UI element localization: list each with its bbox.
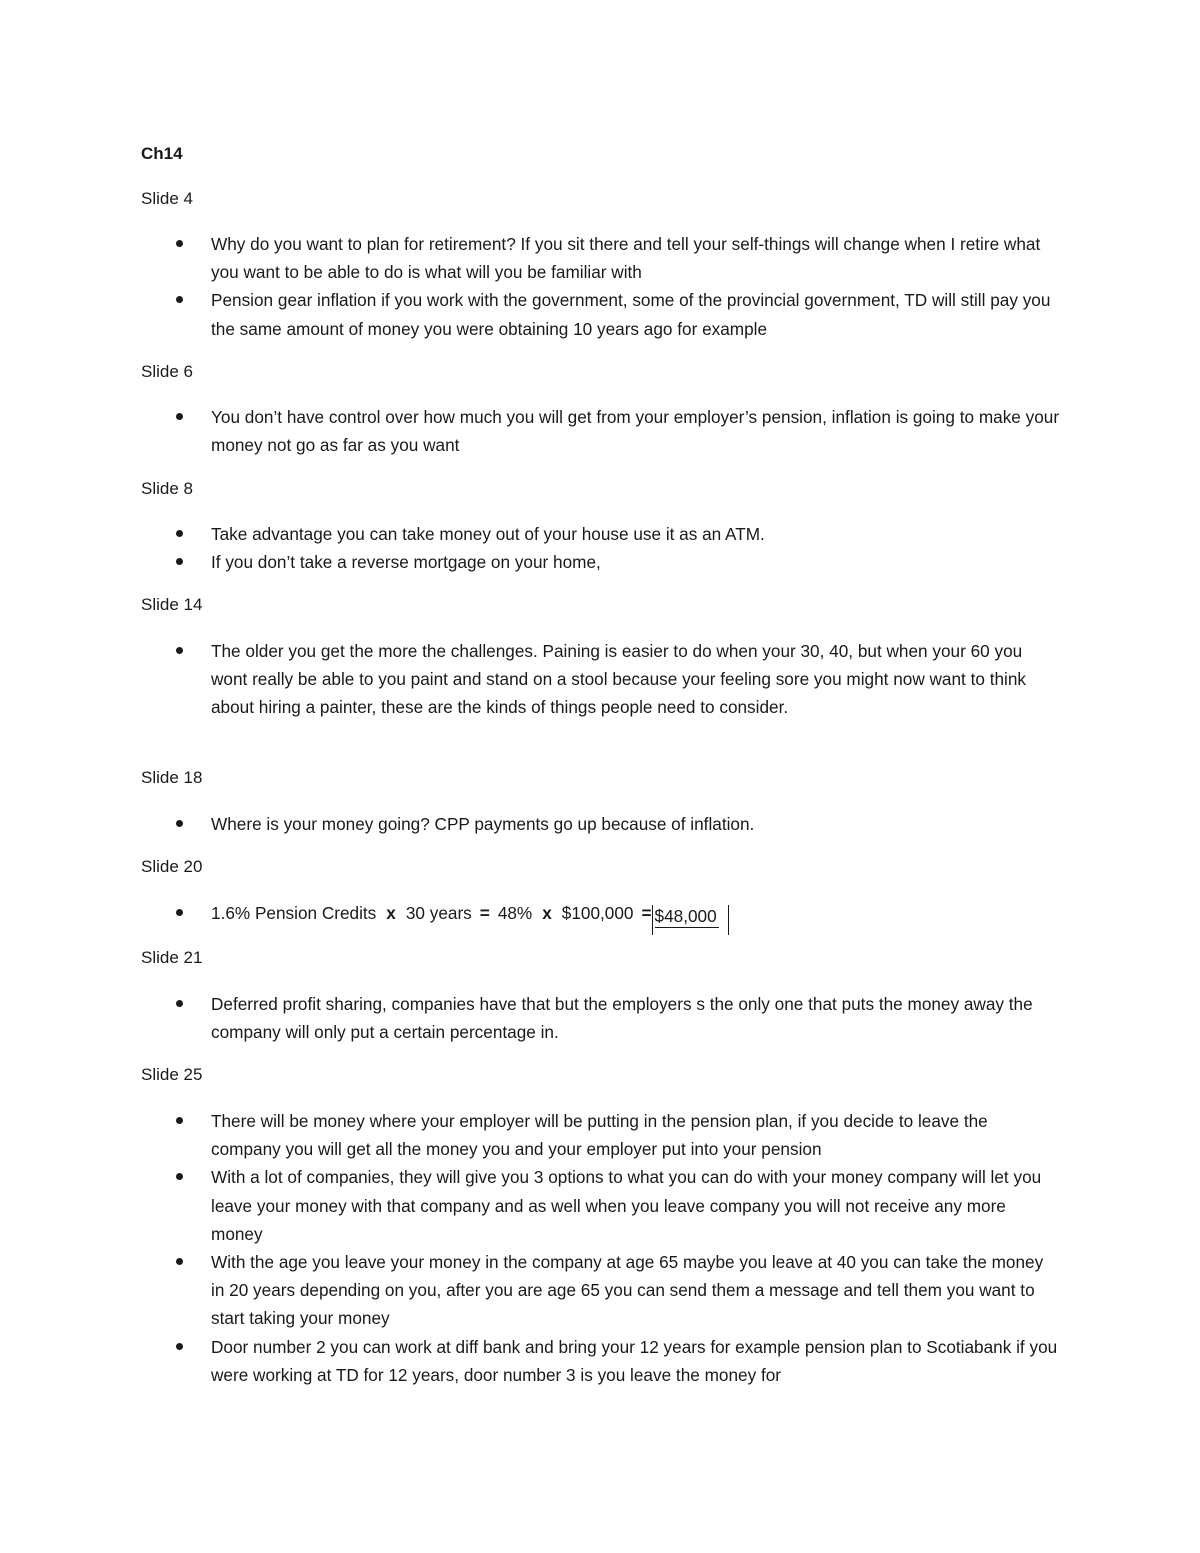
- formula-multiply-operator: x: [386, 903, 396, 923]
- bullet-item: [0, 548, 1061, 576]
- bullet-text: Where is your money going? CPP payments go up because of inflation.: [211, 814, 755, 834]
- bullet-text: With the age you leave your money in the company at age 65 maybe you leave at 40 you can take the money in 20 years depending on you, after you are age 65 you can send them a message and tell them you want to start taking your money: [211, 1252, 1044, 1329]
- bullet-list: [0, 520, 1200, 576]
- bullet-dot-icon: [176, 1173, 183, 1180]
- bullet-dot-icon: [176, 1117, 183, 1124]
- bullet-list: [0, 810, 1200, 838]
- formula-percentage: 48%: [497, 903, 533, 923]
- bullet-text: Door number 2 you can work at diff bank and bring your 12 years for example pension plan to Scotiabank if you were working at TD for 12 years, door number 3 is you leave the money for: [211, 1336, 1058, 1385]
- bullet-text: You don’t have control over how much you will get from your employer’s pension, inflation is going to make your money not go as far as you want: [211, 407, 1060, 456]
- formula-equals-operator: =: [479, 903, 490, 923]
- bullet-text: With a lot of companies, they will give you 3 options to what you can do with your money company will let you leave your money with that company and as well when you leave company you will not receive any more money: [211, 1167, 1042, 1244]
- bullet-dot-icon: [176, 530, 183, 537]
- section-heading: Slide 6: [141, 362, 193, 381]
- formula-result: $48,000: [654, 906, 717, 926]
- bullet-item: [0, 1107, 1061, 1163]
- bullet-list: [0, 403, 1200, 459]
- bullet-dot-icon: [176, 1000, 183, 1007]
- bullet-list: [0, 990, 1200, 1046]
- document-title: Ch14: [141, 144, 183, 163]
- bullet-text: There will be money where your employer will be putting in the pension plan, if you decide to leave the company you will get all the money you and your employer put into your pension: [211, 1111, 988, 1160]
- bullet-item: [0, 810, 1061, 838]
- section-heading: Slide 4: [141, 189, 193, 208]
- formula-pension-credits: 1.6% Pension Credits: [211, 903, 377, 923]
- bullet-text: Why do you want to plan for retirement? If you sit there and tell your self-things will change when I retire what you want to be able to do is what will you be familiar with: [211, 234, 1041, 283]
- bullet-dot-icon: [176, 240, 183, 247]
- bullet-text: Take advantage you can take money out of your house use it as an ATM.: [211, 524, 765, 544]
- bullet-text: The older you get the more the challenges. Paining is easier to do when your 30, 40, but when your 60 you wont really be able to you paint and stand on a stool because your feeling sore you might now want to think about hiring a painter, these are the kinds of things people need to consider.: [211, 641, 1027, 718]
- bullet-list: [0, 1107, 1200, 1389]
- bullet-list: [0, 899, 1200, 932]
- bullet-dot-icon: [176, 909, 183, 916]
- bullet-item: [0, 520, 1061, 548]
- bullet-item: [0, 899, 1061, 932]
- bullet-item: [0, 1248, 1061, 1333]
- bullet-text: Deferred profit sharing, companies have that but the employers s the only one that puts the money away the company will only put a certain percentage in.: [211, 994, 1033, 1043]
- bullet-dot-icon: [176, 1258, 183, 1265]
- bullet-text: If you don’t take a reverse mortgage on your home,: [211, 552, 601, 573]
- formula-salary: $100,000: [561, 903, 634, 923]
- bullet-list: [0, 637, 1200, 722]
- section-heading: Slide 18: [141, 768, 203, 787]
- bullet-item: [0, 1163, 1061, 1248]
- bullet-dot-icon: [176, 647, 183, 654]
- formula-equals-operator: =: [641, 903, 652, 923]
- bullet-list: [0, 230, 1200, 343]
- section-heading: Slide 20: [141, 857, 203, 876]
- bullet-item: [0, 637, 1061, 722]
- formula-years: 30 years: [405, 903, 472, 923]
- bullet-item: [0, 286, 1061, 342]
- bullet-dot-icon: [176, 1343, 183, 1350]
- bullet-item: [0, 1333, 1061, 1389]
- bullet-dot-icon: [176, 296, 183, 303]
- formula-result-box: [652, 905, 729, 935]
- bullet-dot-icon: [176, 413, 183, 420]
- bullet-dot-icon: [176, 820, 183, 827]
- bullet-item: [0, 990, 1061, 1046]
- section-heading: Slide 25: [141, 1065, 203, 1084]
- bullet-text: Pension gear inflation if you work with the government, some of the provincial government, TD will still pay you the same amount of money you were obtaining 10 years ago for example: [211, 290, 1051, 339]
- bullet-item: [0, 403, 1061, 459]
- section-heading: Slide 21: [141, 948, 203, 967]
- section-heading: Slide 8: [141, 479, 193, 498]
- section-heading: Slide 14: [141, 595, 203, 614]
- bullet-item: [0, 230, 1061, 286]
- bullet-dot-icon: [176, 558, 183, 565]
- pension-formula: [211, 903, 729, 926]
- formula-multiply-operator: x: [542, 903, 552, 923]
